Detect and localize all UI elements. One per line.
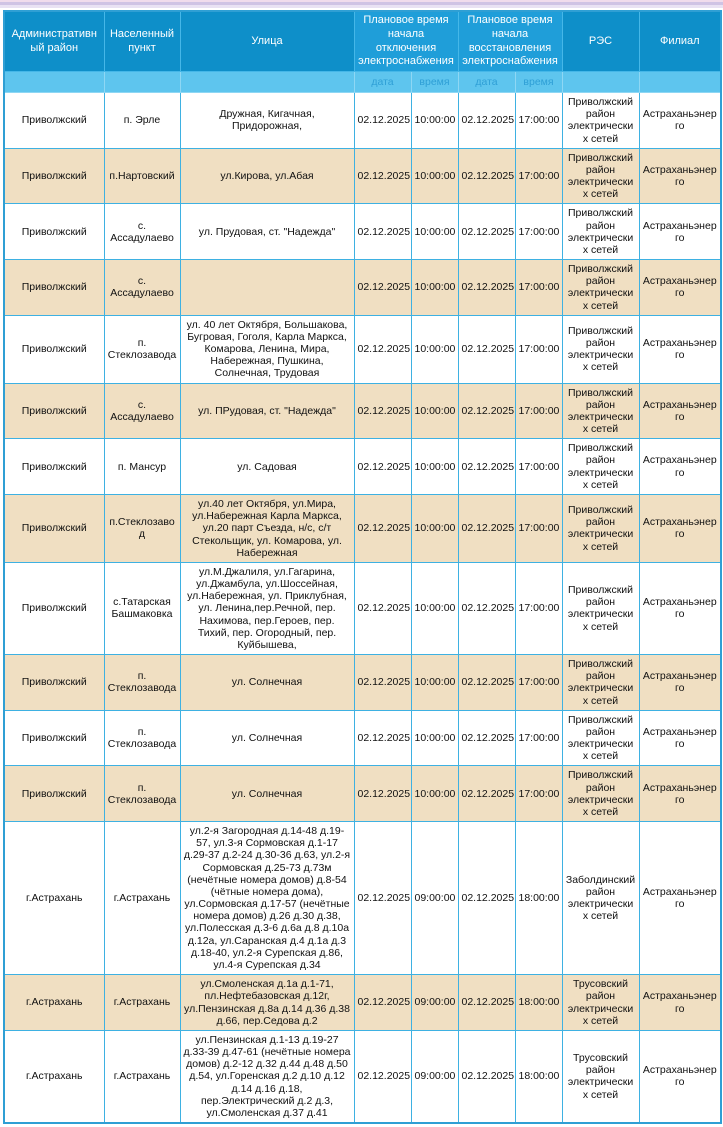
cell-outage-date: 02.12.2025 (354, 204, 411, 260)
cell-restore-date: 02.12.2025 (458, 315, 515, 383)
cell-street: ул. Прудовая, ст. "Надежда" (180, 204, 354, 260)
cell-settlement: п. Стеклозавода (104, 315, 180, 383)
cell-res: Приволжский район электрических сетей (562, 710, 639, 766)
cell-district: Приволжский (4, 766, 104, 822)
cell-settlement: с.Татарская Башмаковка (104, 562, 180, 654)
subheader-restore-time: время (515, 72, 562, 93)
cell-district: Приволжский (4, 710, 104, 766)
cell-district: Приволжский (4, 315, 104, 383)
cell-restore-time: 17:00:00 (515, 766, 562, 822)
cell-restore-time: 17:00:00 (515, 260, 562, 316)
cell-outage-date: 02.12.2025 (354, 562, 411, 654)
table-row (4, 975, 721, 1031)
cell-outage-time: 10:00:00 (411, 260, 458, 316)
cell-settlement: г.Астрахань (104, 1030, 180, 1123)
subheader-outage-date: дата (354, 72, 411, 93)
cell-restore-date: 02.12.2025 (458, 710, 515, 766)
cell-restore-date: 02.12.2025 (458, 260, 515, 316)
table-row (4, 439, 721, 495)
cell-restore-time: 17:00:00 (515, 148, 562, 204)
cell-district: г.Астрахань (4, 1030, 104, 1123)
cell-branch: Астраханьэнерго (639, 1030, 721, 1123)
cell-restore-time: 18:00:00 (515, 975, 562, 1031)
subheader-outage-time: время (411, 72, 458, 93)
cell-street: ул.Пензинская д.1-13 д.19-27 д.33-39 д.47-61 (нечётные номера домов) д.2-12 д.32 д.44 д.48 д.50 д.54, ул.Горенская д.2 д.10 д.12 д.14 д.16 д.18, пер.Электрический д.2 д.3, ул.Смоленская д.37 д.41 (180, 1030, 354, 1123)
table-row (4, 655, 721, 711)
col-header-outage-start: Плановое время начала отключения электроснабжения (354, 11, 458, 72)
cell-branch: Астраханьэнерго (639, 975, 721, 1031)
cell-res: Приволжский район электрических сетей (562, 562, 639, 654)
cell-restore-date: 02.12.2025 (458, 148, 515, 204)
cell-outage-time: 10:00:00 (411, 315, 458, 383)
cell-branch: Астраханьэнерго (639, 655, 721, 711)
cell-outage-date: 02.12.2025 (354, 383, 411, 439)
table-row (4, 494, 721, 562)
cell-street: ул. Солнечная (180, 655, 354, 711)
cell-outage-date: 02.12.2025 (354, 975, 411, 1031)
cell-restore-date: 02.12.2025 (458, 975, 515, 1031)
subheader-empty-branch (639, 72, 721, 93)
cell-res: Приволжский район электрических сетей (562, 148, 639, 204)
cell-street: ул. Садовая (180, 439, 354, 495)
cell-restore-time: 17:00:00 (515, 439, 562, 495)
subheader-empty-street (180, 72, 354, 93)
cell-branch: Астраханьэнерго (639, 93, 721, 149)
cell-restore-date: 02.12.2025 (458, 655, 515, 711)
cell-outage-time: 09:00:00 (411, 1030, 458, 1123)
cell-res: Приволжский район электрических сетей (562, 315, 639, 383)
cell-district: Приволжский (4, 148, 104, 204)
cell-street: ул.М.Джалиля, ул.Гагарина, ул.Джамбула, ул.Шоссейная, ул.Набережная, ул. Приклубная, ул. Ленина,пер.Речной, пер. Нахимова, пер.Героев, пер. Тихий, пер. Огородный, пер. Куйбышева, (180, 562, 354, 654)
cell-branch: Астраханьэнерго (639, 148, 721, 204)
cell-district: Приволжский (4, 562, 104, 654)
table-row (4, 710, 721, 766)
cell-restore-date: 02.12.2025 (458, 204, 515, 260)
cell-settlement: г.Астрахань (104, 975, 180, 1031)
cell-outage-time: 10:00:00 (411, 148, 458, 204)
cell-settlement: с. Ассадулаево (104, 260, 180, 316)
col-header-street: Улица (180, 11, 354, 72)
cell-outage-date: 02.12.2025 (354, 148, 411, 204)
table-row (4, 383, 721, 439)
col-header-branch: Филиал (639, 11, 721, 72)
cell-outage-date: 02.12.2025 (354, 822, 411, 975)
cell-street: ул. Солнечная (180, 710, 354, 766)
cell-restore-date: 02.12.2025 (458, 1030, 515, 1123)
cell-res: Трусовский район электрических сетей (562, 975, 639, 1031)
cell-district: Приволжский (4, 439, 104, 495)
cell-restore-date: 02.12.2025 (458, 562, 515, 654)
cell-branch: Астраханьэнерго (639, 494, 721, 562)
cell-outage-time: 09:00:00 (411, 822, 458, 975)
cell-street: ул.Кирова, ул.Абая (180, 148, 354, 204)
cell-district: Приволжский (4, 260, 104, 316)
cell-district: Приволжский (4, 383, 104, 439)
table-row (4, 562, 721, 654)
cell-res: Приволжский район электрических сетей (562, 260, 639, 316)
cell-restore-time: 17:00:00 (515, 494, 562, 562)
cell-restore-time: 17:00:00 (515, 655, 562, 711)
cell-outage-time: 09:00:00 (411, 975, 458, 1031)
cell-settlement: п. Стеклозавода (104, 766, 180, 822)
cell-branch: Астраханьэнерго (639, 383, 721, 439)
col-header-restore-start: Плановое время начала восстановления электроснабжения (458, 11, 562, 72)
cell-outage-date: 02.12.2025 (354, 93, 411, 149)
cell-branch: Астраханьэнерго (639, 822, 721, 975)
table-row (4, 204, 721, 260)
cell-res: Приволжский район электрических сетей (562, 655, 639, 711)
cell-street (180, 260, 354, 316)
cell-outage-time: 10:00:00 (411, 93, 458, 149)
cell-restore-time: 17:00:00 (515, 93, 562, 149)
cell-restore-time: 17:00:00 (515, 315, 562, 383)
cell-settlement: с. Ассадулаево (104, 383, 180, 439)
cell-street: ул. 40 лет Октября, Большакова, Бугровая, Гоголя, Карла Маркса, Комарова, Ленина, Мира, Набережная, Пушкина, Солнечная, Трудовая (180, 315, 354, 383)
cell-district: г.Астрахань (4, 822, 104, 975)
cell-restore-time: 17:00:00 (515, 710, 562, 766)
cell-branch: Астраханьэнерго (639, 315, 721, 383)
cell-settlement: п. Стеклозавода (104, 655, 180, 711)
cell-outage-time: 10:00:00 (411, 562, 458, 654)
cell-district: Приволжский (4, 93, 104, 149)
cell-res: Приволжский район электрических сетей (562, 439, 639, 495)
cell-branch: Астраханьэнерго (639, 260, 721, 316)
cell-settlement: с. Ассадулаево (104, 204, 180, 260)
table-row (4, 315, 721, 383)
cell-outage-time: 10:00:00 (411, 494, 458, 562)
cell-res: Приволжский район электрических сетей (562, 93, 639, 149)
table-row (4, 766, 721, 822)
cell-settlement: п.Нартовский (104, 148, 180, 204)
cell-restore-date: 02.12.2025 (458, 766, 515, 822)
cell-branch: Астраханьэнерго (639, 439, 721, 495)
cell-restore-date: 02.12.2025 (458, 93, 515, 149)
table-row (4, 260, 721, 316)
col-header-res: РЭС (562, 11, 639, 72)
top-strip (0, 0, 723, 8)
cell-street: ул.40 лет Октября, ул.Мира, ул.Набережная Карла Маркса, ул.20 парт Съезда, н/с, с/т Стекольщик, ул. Комарова, ул. Набережная (180, 494, 354, 562)
cell-res: Приволжский район электрических сетей (562, 204, 639, 260)
cell-district: г.Астрахань (4, 975, 104, 1031)
cell-branch: Астраханьэнерго (639, 562, 721, 654)
cell-restore-date: 02.12.2025 (458, 383, 515, 439)
cell-street: ул. ПРудовая, ст. "Надежда" (180, 383, 354, 439)
cell-branch: Астраханьэнерго (639, 766, 721, 822)
cell-res: Приволжский район электрических сетей (562, 383, 639, 439)
cell-district: Приволжский (4, 494, 104, 562)
cell-district: Приволжский (4, 655, 104, 711)
cell-restore-time: 17:00:00 (515, 383, 562, 439)
cell-outage-date: 02.12.2025 (354, 655, 411, 711)
col-header-admin-district: Административный район (4, 11, 104, 72)
cell-res: Приволжский район электрических сетей (562, 766, 639, 822)
cell-restore-date: 02.12.2025 (458, 822, 515, 975)
cell-restore-date: 02.12.2025 (458, 439, 515, 495)
cell-street: ул.2-я Загородная д.14-48 д.19-57, ул.3-я Сормовская д.1-17 д.29-37 д.2-24 д.30-36 д.63, ул.2-я Сормовская д.25-73 д.73м (нечётные номера домов) д.8-54 (чётные номера дома), ул.Сормовская д.17-57 (нечётные номера домов) д.26 д.30 д.38, ул.Полесская д.3-6 д.6а д.8 д.10а д.12а, ул.Саранская д.4 д.1а д.3 д.18-40, ул.2-я Сурепская д.86, ул.4-я Сурепская д.34 (180, 822, 354, 975)
cell-res: Заболдинский район электрических сетей (562, 822, 639, 975)
cell-outage-time: 10:00:00 (411, 204, 458, 260)
cell-street: ул.Смоленская д.1а д.1-71, пл.Нефтебазовская д.12г, ул.Пензинская д.8а д.14 д.36 д.38 д.66, пер.Седова д.2 (180, 975, 354, 1031)
subheader-empty-district (4, 72, 104, 93)
subheader-empty-settlement (104, 72, 180, 93)
cell-outage-time: 10:00:00 (411, 383, 458, 439)
table-row (4, 822, 721, 975)
cell-outage-date: 02.12.2025 (354, 439, 411, 495)
subheader-restore-date: дата (458, 72, 515, 93)
cell-settlement: п. Мансур (104, 439, 180, 495)
cell-outage-date: 02.12.2025 (354, 260, 411, 316)
cell-branch: Астраханьэнерго (639, 204, 721, 260)
cell-settlement: п.Стеклозавод (104, 494, 180, 562)
cell-outage-date: 02.12.2025 (354, 766, 411, 822)
cell-settlement: п. Эрле (104, 93, 180, 149)
cell-outage-time: 10:00:00 (411, 710, 458, 766)
cell-restore-time: 18:00:00 (515, 1030, 562, 1123)
table-row (4, 148, 721, 204)
cell-res: Трусовский район электрических сетей (562, 1030, 639, 1123)
cell-restore-time: 17:00:00 (515, 562, 562, 654)
cell-district: Приволжский (4, 204, 104, 260)
cell-outage-date: 02.12.2025 (354, 710, 411, 766)
cell-outage-time: 10:00:00 (411, 439, 458, 495)
cell-restore-time: 18:00:00 (515, 822, 562, 975)
cell-outage-time: 10:00:00 (411, 655, 458, 711)
subheader-row (4, 72, 721, 93)
cell-restore-date: 02.12.2025 (458, 494, 515, 562)
cell-restore-time: 17:00:00 (515, 204, 562, 260)
cell-outage-time: 10:00:00 (411, 766, 458, 822)
header-row (4, 11, 721, 72)
table-row (4, 93, 721, 149)
cell-settlement: п. Стеклозавода (104, 710, 180, 766)
outage-table (3, 10, 722, 1124)
col-header-settlement: Населенный пункт (104, 11, 180, 72)
cell-res: Приволжский район электрических сетей (562, 494, 639, 562)
table-row (4, 1030, 721, 1123)
cell-street: ул. Солнечная (180, 766, 354, 822)
cell-branch: Астраханьэнерго (639, 710, 721, 766)
cell-outage-date: 02.12.2025 (354, 494, 411, 562)
subheader-empty-res (562, 72, 639, 93)
cell-street: Дружная, Кигачная, Придорожная, (180, 93, 354, 149)
cell-outage-date: 02.12.2025 (354, 315, 411, 383)
cell-outage-date: 02.12.2025 (354, 1030, 411, 1123)
cell-settlement: г.Астрахань (104, 822, 180, 975)
